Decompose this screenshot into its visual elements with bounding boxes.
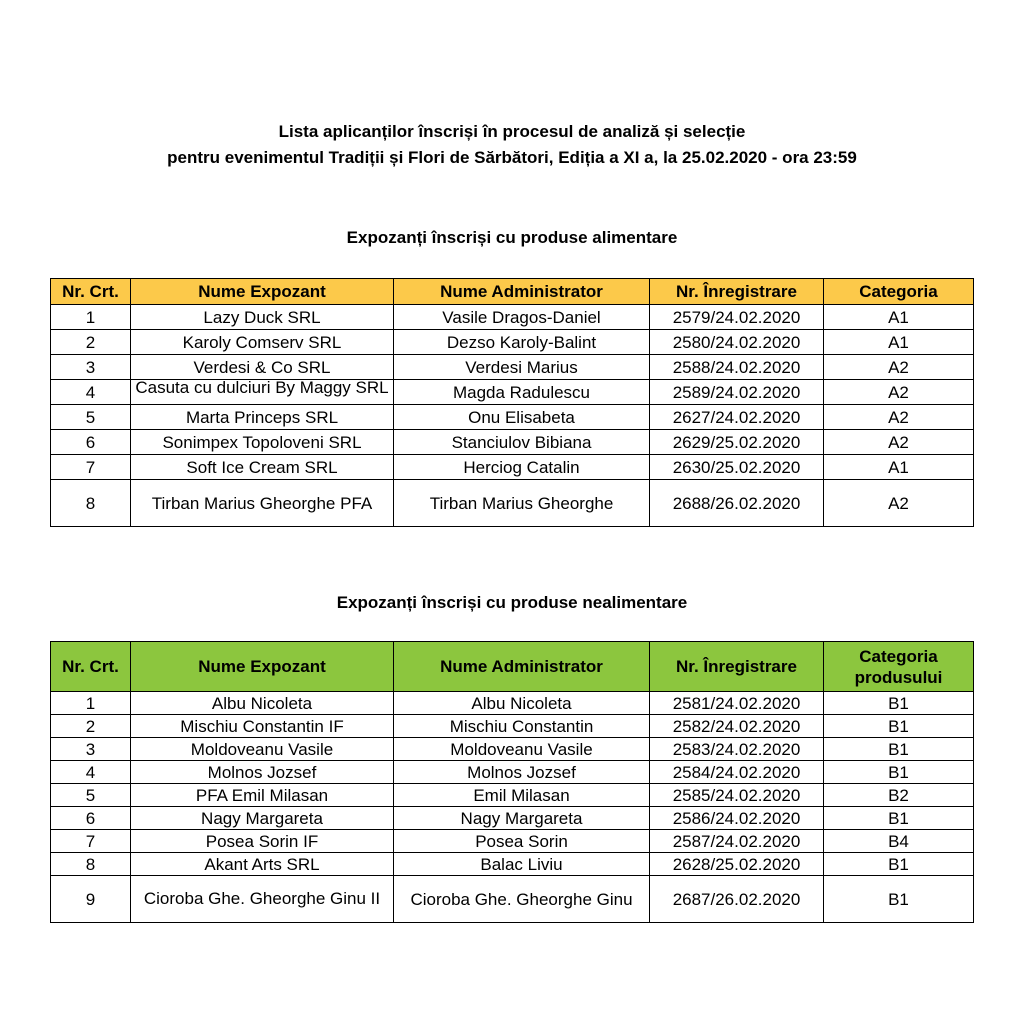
header-nume-expozant: Nume Expozant (131, 279, 394, 305)
table-row (51, 853, 974, 876)
cell-categoria: A1 (824, 330, 974, 355)
cell-nr: 4 (51, 761, 131, 784)
cell-categoria: B1 (824, 692, 974, 715)
cell-administrator: Molnos Jozsef (394, 761, 650, 784)
section-heading-alimentare: Expozanți înscriși cu produse alimentare (346, 228, 678, 247)
cell-expozant: Albu Nicoleta (131, 692, 394, 715)
cell-administrator: Cioroba Ghe. Gheorghe Ginu (394, 876, 650, 923)
table-row (51, 330, 974, 355)
cell-expozant: Akant Arts SRL (131, 853, 394, 876)
cell-nr: 4 (51, 380, 131, 405)
cell-nr: 2 (51, 330, 131, 355)
cell-nr: 8 (51, 480, 131, 527)
table-row (51, 305, 974, 330)
cell-administrator: Posea Sorin (394, 830, 650, 853)
cell-expozant: Sonimpex Topoloveni SRL (131, 430, 394, 455)
cell-nr: 7 (51, 455, 131, 480)
cell-categoria: A1 (824, 455, 974, 480)
cell-categoria: B1 (824, 853, 974, 876)
cell-expozant: Tirban Marius Gheorghe PFA (131, 480, 394, 527)
cell-inregistrare: 2580/24.02.2020 (650, 330, 824, 355)
table-row (51, 480, 974, 527)
cell-administrator: Herciog Catalin (394, 455, 650, 480)
cell-inregistrare: 2687/26.02.2020 (650, 876, 824, 923)
cell-expozant: Moldoveanu Vasile (131, 738, 394, 761)
header-nr-inregistrare: Nr. Înregistrare (650, 279, 824, 305)
document-title-line-1: Lista aplicanților înscriși în procesul de analiză și selecție (278, 122, 746, 141)
table-row (51, 405, 974, 430)
cell-inregistrare: 2581/24.02.2020 (650, 692, 824, 715)
cell-categoria: A1 (824, 305, 974, 330)
table-row (51, 692, 974, 715)
cell-nr: 1 (51, 305, 131, 330)
table-header-row (51, 279, 974, 305)
header-nr-crt: Nr. Crt. (51, 279, 131, 305)
cell-categoria: B1 (824, 807, 974, 830)
cell-nr: 6 (51, 807, 131, 830)
table-row (51, 430, 974, 455)
table-row (51, 355, 974, 380)
cell-inregistrare: 2629/25.02.2020 (650, 430, 824, 455)
header-nr-crt: Nr. Crt. (51, 642, 131, 692)
cell-expozant: Molnos Jozsef (131, 761, 394, 784)
cell-nr: 3 (51, 738, 131, 761)
cell-inregistrare: 2589/24.02.2020 (650, 380, 824, 405)
cell-administrator: Magda Radulescu (394, 380, 650, 405)
cell-administrator: Onu Elisabeta (394, 405, 650, 430)
cell-administrator: Balac Liviu (394, 853, 650, 876)
cell-categoria: B2 (824, 784, 974, 807)
cell-nr: 8 (51, 853, 131, 876)
cell-nr: 2 (51, 715, 131, 738)
cell-nr: 5 (51, 784, 131, 807)
cell-expozant: Casuta cu dulciuri By Maggy SRL (135, 381, 389, 397)
table-row (51, 784, 974, 807)
header-nr-inregistrare: Nr. Înregistrare (650, 642, 824, 692)
table-nealimentare (50, 641, 974, 923)
cell-administrator: Albu Nicoleta (394, 692, 650, 715)
table-row (51, 761, 974, 784)
cell-nr: 9 (51, 876, 131, 923)
cell-inregistrare: 2584/24.02.2020 (650, 761, 824, 784)
cell-administrator: Tirban Marius Gheorghe (394, 480, 650, 527)
cell-inregistrare: 2627/24.02.2020 (650, 405, 824, 430)
cell-nr: 5 (51, 405, 131, 430)
table-row (51, 830, 974, 853)
cell-administrator: Vasile Dragos-Daniel (394, 305, 650, 330)
table-alimentare (50, 278, 974, 527)
cell-inregistrare: 2579/24.02.2020 (650, 305, 824, 330)
cell-inregistrare: 2628/25.02.2020 (650, 853, 824, 876)
cell-nr: 6 (51, 430, 131, 455)
cell-expozant: Karoly Comserv SRL (131, 330, 394, 355)
cell-categoria: B1 (824, 876, 974, 923)
cell-administrator: Moldoveanu Vasile (394, 738, 650, 761)
header-nume-expozant: Nume Expozant (131, 642, 394, 692)
cell-categoria: B1 (824, 761, 974, 784)
cell-expozant: Cioroba Ghe. Gheorghe Ginu II (131, 876, 394, 923)
cell-nr: 3 (51, 355, 131, 380)
cell-categoria: B1 (824, 738, 974, 761)
table-row (51, 455, 974, 480)
cell-nr: 7 (51, 830, 131, 853)
cell-categoria: A2 (824, 430, 974, 455)
cell-administrator: Dezso Karoly-Balint (394, 330, 650, 355)
document-title-line-2: pentru evenimentul Tradiții și Flori de Sărbători, Ediția a XI a, la 25.02.2020 - ora 23:59 (167, 148, 857, 167)
cell-categoria: B1 (824, 715, 974, 738)
cell-inregistrare: 2585/24.02.2020 (650, 784, 824, 807)
cell-administrator: Nagy Margareta (394, 807, 650, 830)
cell-inregistrare: 2688/26.02.2020 (650, 480, 824, 527)
section-heading-nealimentare: Expozanți înscriși cu produse nealimentare (336, 593, 688, 612)
table-row (51, 738, 974, 761)
header-nume-administrator: Nume Administrator (394, 642, 650, 692)
table-row (51, 807, 974, 830)
cell-categoria: B4 (824, 830, 974, 853)
cell-inregistrare: 2588/24.02.2020 (650, 355, 824, 380)
cell-expozant-clipped (131, 380, 394, 405)
cell-expozant: Posea Sorin IF (131, 830, 394, 853)
cell-expozant: Mischiu Constantin IF (131, 715, 394, 738)
cell-administrator: Stanciulov Bibiana (394, 430, 650, 455)
cell-expozant: Lazy Duck SRL (131, 305, 394, 330)
header-categoria: Categoria (824, 279, 974, 305)
table-row (51, 715, 974, 738)
cell-expozant: Marta Princeps SRL (131, 405, 394, 430)
cell-categoria: A2 (824, 380, 974, 405)
cell-inregistrare: 2582/24.02.2020 (650, 715, 824, 738)
table-header-row (51, 642, 974, 692)
table-row (51, 876, 974, 923)
table-row (51, 380, 974, 405)
cell-categoria: A2 (824, 480, 974, 527)
cell-nr: 1 (51, 692, 131, 715)
cell-expozant: Verdesi & Co SRL (131, 355, 394, 380)
cell-categoria: A2 (824, 405, 974, 430)
cell-inregistrare: 2583/24.02.2020 (650, 738, 824, 761)
cell-administrator: Verdesi Marius (394, 355, 650, 380)
cell-administrator: Emil Milasan (394, 784, 650, 807)
cell-administrator: Mischiu Constantin (394, 715, 650, 738)
header-categoria-produsului: Categoria produsului (824, 642, 974, 692)
cell-inregistrare: 2630/25.02.2020 (650, 455, 824, 480)
cell-inregistrare: 2586/24.02.2020 (650, 807, 824, 830)
cell-inregistrare: 2587/24.02.2020 (650, 830, 824, 853)
cell-expozant: Soft Ice Cream SRL (131, 455, 394, 480)
cell-categoria: A2 (824, 355, 974, 380)
header-nume-administrator: Nume Administrator (394, 279, 650, 305)
cell-expozant: PFA Emil Milasan (131, 784, 394, 807)
cell-expozant: Nagy Margareta (131, 807, 394, 830)
